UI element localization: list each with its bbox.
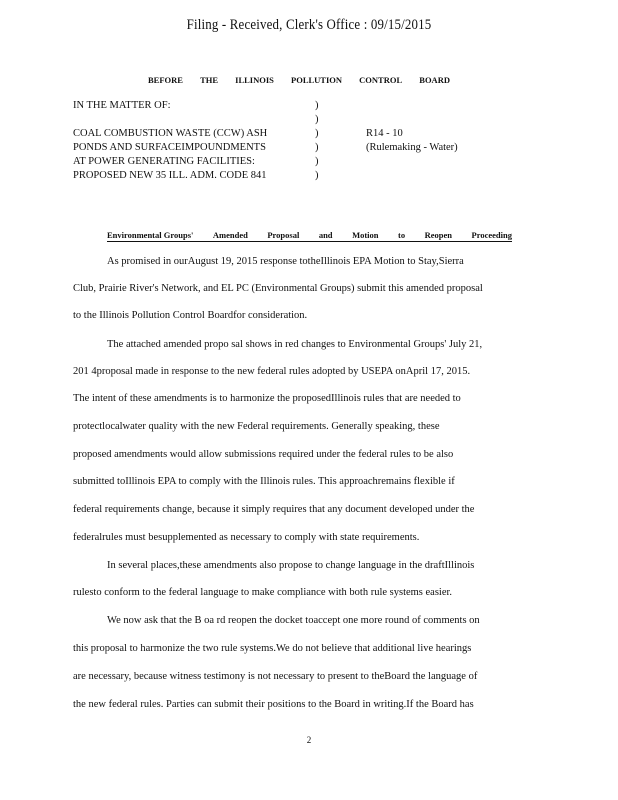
caption-paren: ) [315, 156, 319, 167]
body-line: 201 4proposal made in response to the new federal rules adopted by USEPA onApril 17, 2015. [73, 366, 471, 377]
caption-line: AT POWER GENERATING FACILITIES: [73, 156, 255, 167]
body-line: federalrules must besupplemented as necessary to comply with state requirements. [73, 532, 420, 543]
body-line: rulesto conform to the federal language to make compliance with both rule systems easier. [73, 587, 453, 598]
section-title-word: Amended [212, 230, 248, 240]
docket-number: R14 - 10 [366, 128, 403, 139]
board-heading-word: ILLINOIS [235, 75, 274, 85]
caption-paren: ) [315, 170, 319, 181]
body-line: In several places,these amendments also propose to change language in the draftIllinois [107, 560, 475, 571]
board-heading-word: POLLUTION [291, 75, 343, 85]
body-line: protectlocalwater quality with the new Federal requirements. Generally speaking, these [73, 421, 440, 432]
caption-paren: ) [315, 142, 319, 153]
body-line: proposed amendments would allow submissions required under the federal rules to be also [73, 449, 454, 460]
board-heading [148, 75, 450, 85]
section-title-word: Proposal [267, 230, 300, 240]
section-title-word: Proceeding [471, 230, 512, 240]
rulemaking-type: (Rulemaking - Water) [366, 142, 458, 153]
caption-paren: ) [315, 114, 319, 125]
section-title-word: Motion [352, 230, 379, 240]
body-line: this proposal to harmonize the two rule systems.We do not believe that additional live hearings [73, 643, 472, 654]
board-heading-word: BEFORE [148, 75, 183, 85]
caption-line: PONDS AND SURFACEIMPOUNDMENTS [73, 142, 266, 153]
board-heading-word: BOARD [419, 75, 450, 85]
body-line: to the Illinois Pollution Control Boardfor consideration. [73, 310, 308, 321]
body-line: the new federal rules. Parties can submit their positions to the Board in writing.If the Board has [73, 699, 474, 710]
body-line: Club, Prairie River's Network, and EL PC (Environmental Groups) submit this amended proposal [73, 283, 483, 294]
board-heading-word: THE [200, 75, 219, 85]
body-line: federal requirements change, because it simply requires that any document developed under the [73, 504, 475, 515]
caption-paren: ) [315, 100, 319, 111]
caption-paren: ) [315, 128, 319, 139]
section-title-word: and [318, 230, 333, 240]
page-number: 2 [306, 735, 312, 745]
section-title-word: Reopen [424, 230, 453, 240]
section-title [107, 230, 512, 242]
section-title-word: Environmental Groups' [107, 230, 194, 240]
body-line: We now ask that the B oa rd reopen the docket toaccept one more round of comments on [107, 615, 480, 626]
body-line: The intent of these amendments is to harmonize the proposedIllinois rules that are needed to [73, 393, 461, 404]
caption-in-the-matter: IN THE MATTER OF: [73, 100, 171, 111]
section-title-word: to [398, 230, 406, 240]
body-line: As promised in ourAugust 19, 2015 response totheIllinois EPA Motion to Stay,Sierra [107, 256, 464, 267]
filing-stamp: Filing - Received, Clerk's Office : 09/15/2015 [186, 17, 432, 33]
caption-line: PROPOSED NEW 35 ILL. ADM. CODE 841 [73, 170, 267, 181]
board-heading-word: CONTROL [359, 75, 403, 85]
body-line: submitted toIllinois EPA to comply with the Illinois rules. This approachremains flexible if [73, 476, 455, 487]
body-line: are necessary, because witness testimony is not necessary to present to theBoard the language of [73, 671, 478, 682]
body-line: The attached amended propo sal shows in red changes to Environmental Groups' July 21, [107, 339, 483, 350]
caption-line: COAL COMBUSTION WASTE (CCW) ASH [73, 128, 268, 139]
